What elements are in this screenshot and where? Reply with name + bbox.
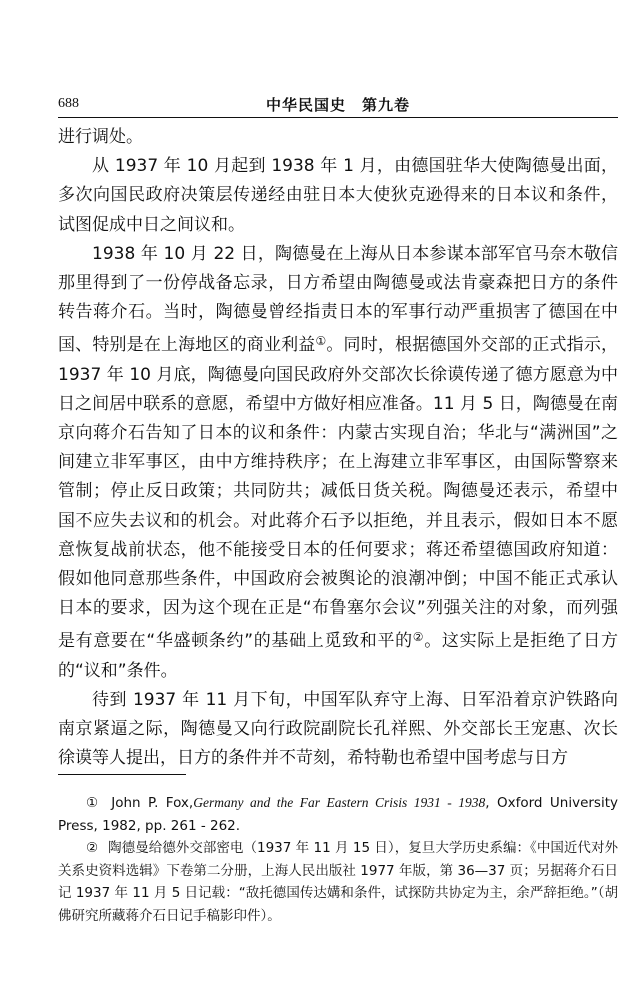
footnote-rule [58,774,186,775]
footnote-book-title: Germany and the Far Eastern Crisis 1931 - 1938 [193,795,486,810]
paragraph [58,240,618,686]
footnote-1 [58,792,618,837]
footnotes [58,792,618,927]
page-header [58,94,618,118]
footnote-2 [58,837,618,927]
paragraph: 从 1937 年 10 月起到 1938 年 1 月，由德国驻华大使陶德曼出面，多次向国民政府决策层传递经由驻日本大使狄克逊得来的日本议和条件，试图促成中日之间议和。 [58,156,618,235]
body-text [58,123,618,773]
footnote-ref-2[interactable]: ② [412,630,425,645]
paragraph-text: 1938 年 10 月 22 日，陶德曼在上海从日本参谋本部军官马奈木敬信那里得到了一份停战备忘录，日方希望由陶德曼或法肯豪森把日方的条件转告蒋介石。当时，陶德曼曾经指责日本的军事行动严重损害了德国在中国、特别是在上海地区的商业利益 [58,243,618,356]
footnote-marker: ① [86,795,102,811]
footnote-marker: ② [86,840,99,856]
footnote-ref-1[interactable]: ① [315,334,327,349]
paragraph: 待到 1937 年 11 月下旬，中国军队弃守上海、日军沿着京沪铁路向南京紧逼之际，陶德曼又向行政院副院长孔祥熙、外交部长王宠惠、次长徐谟等人提出，日方的条件并不苛刻，希特勒也希望中国考虑与日方 [58,689,618,769]
footnote-text: 陶德曼给德外交部密电（1937 年 11 月 15 日），复旦大学历史系编：《中国近代对外关系史资料选辑》下卷第二分册，上海人民出版社 1977 年版，第 36—37 页；另据蒋介石日记 1937 年 11 月 5 日记载：“敌托德国传达媾和条件，试探防共协定为主，余严辞拒绝。”（胡佛研究所藏蒋介石日记手稿影印件）。 [58,840,618,924]
header-rule [58,117,618,118]
paragraph-text: 。同时，根据德国外交部的正式指示，1937 年 10 月底，陶德曼向国民政府外交部次长徐谟传递了德方愿意为中日之间居中联系的意愿，希望中方做好相应准备。11 月 5 日，陶德曼在南京向蒋介石告知了日本的议和条件：内蒙古实现自治；华北与“满洲国”之间建立非军事区，由中方维持秩序；在上海建立非军事区，由国际警察来管制；停止反日政策；共同防共；减低日货关税。陶德曼还表示，希望中国不应失去议和的机会。对此蒋介石予以拒绝，并且表示，假如日本不愿意恢复战前状态，他不能接受日本的任何要求；蒋还希望德国政府知道：假如他同意那些条件，中国政府会被舆论的浪潮冲倒；中国不能正式承认日本的要求，因为这个现在正是“布鲁塞尔会议”列强关注的对象，而列强是有意要在“华盛顿条约”的基础上觅致和平的 [58,335,618,652]
running-title: 中华民国史 第九卷 [265,96,410,114]
paragraph-text: 。这实际上是拒绝了日方的“议和”条件。 [58,631,618,681]
footnote-text: John P. Fox, [111,795,194,811]
page-number: 688 [58,96,79,111]
paragraph-continuation: 进行调处。 [58,127,143,147]
footnote-text: , Oxford University Press, 1982, pp. 261 - 262. [58,795,618,834]
